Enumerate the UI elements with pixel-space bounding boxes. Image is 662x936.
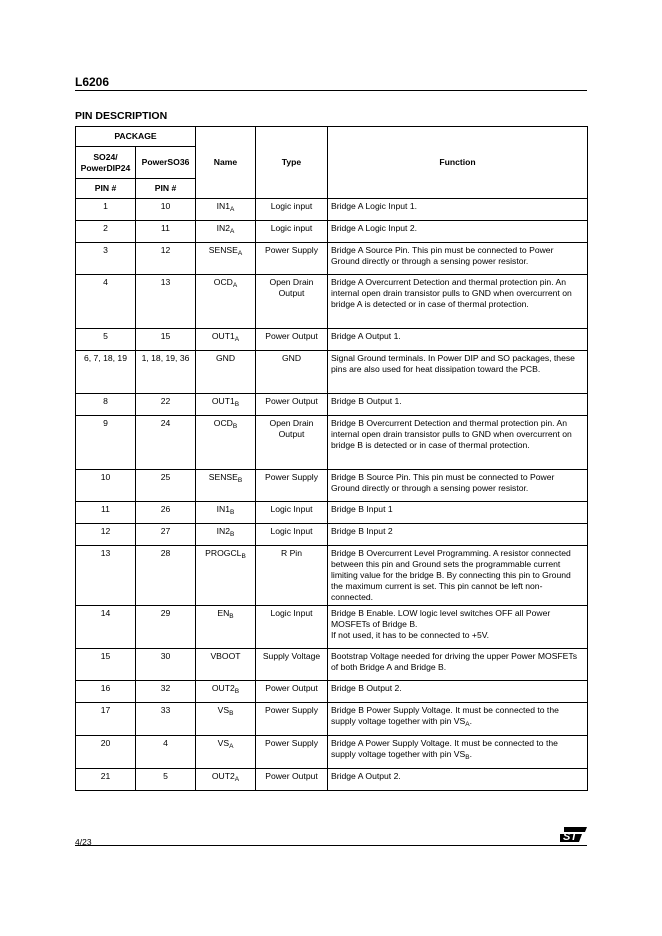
pin-powerso36: 24	[136, 416, 196, 470]
pin-name: $SENSE_B$	[196, 470, 256, 502]
pin-powerso36: 28	[136, 546, 196, 606]
pin-name: $OUT2_A$	[196, 769, 256, 791]
pin-function: Bridge B Input 1	[328, 502, 588, 524]
pin-so24: 12	[76, 524, 136, 546]
pin-so24: 8	[76, 394, 136, 416]
pin-so24: 15	[76, 649, 136, 681]
pin-type: Logic input	[256, 221, 328, 243]
pin-powerso36: 29	[136, 606, 196, 649]
pin-name: $OCD_B$	[196, 416, 256, 470]
section-title: PIN DESCRIPTION	[75, 110, 168, 122]
pin-type: Power Supply	[256, 243, 328, 275]
pin-so24: 10	[76, 470, 136, 502]
table-row	[76, 351, 588, 394]
table-row	[76, 736, 588, 769]
st-logo-icon	[560, 826, 587, 843]
pin-so24: 11	[76, 502, 136, 524]
function-header: Function	[328, 127, 588, 199]
pin-function: Signal Ground terminals. In Power DIP and SO packages, these pins are also used for heat dissipation toward the PCB.	[328, 351, 588, 394]
pin-so24: 13	[76, 546, 136, 606]
pin-function: Bridge A Logic Input 1.	[328, 199, 588, 221]
pin-function: Bridge B Power Supply Voltage. It must be connected to the supply voltage together with pin $VS_A$.	[328, 703, 588, 736]
table-row	[76, 329, 588, 351]
pin-name: $OUT2_B$	[196, 681, 256, 703]
pin-so24: 9	[76, 416, 136, 470]
pin-type: Open Drain Output	[256, 416, 328, 470]
powerso36-header: PowerSO36	[136, 147, 196, 179]
pin-so24: 2	[76, 221, 136, 243]
pin-name: $OCD_A$	[196, 275, 256, 329]
pin-so24: 16	[76, 681, 136, 703]
pin-powerso36: 11	[136, 221, 196, 243]
table-row	[76, 221, 588, 243]
pin-type: Logic input	[256, 199, 328, 221]
pin-powerso36: 27	[136, 524, 196, 546]
pin-function: Bridge B Overcurrent Level Programming. A resistor connected between this pin and Ground sets the programmable current limiting value for the bridge B. By connecting this pin to Ground the maximum current is set. This pin cannot be left non-connected.	[328, 546, 588, 606]
pin-powerso36: 22	[136, 394, 196, 416]
pin-so24: 14	[76, 606, 136, 649]
page-number: 4/23	[75, 837, 92, 847]
pin-function: Bridge A Logic Input 2.	[328, 221, 588, 243]
table-row	[76, 275, 588, 329]
pin-so24: 5	[76, 329, 136, 351]
table-row	[76, 470, 588, 502]
table-row	[76, 703, 588, 736]
pin-type: Power Output	[256, 681, 328, 703]
pin-name: $IN1_B$	[196, 502, 256, 524]
pin-number-header-so24: PIN #	[76, 179, 136, 199]
pin-so24: 20	[76, 736, 136, 769]
pin-type: Power Supply	[256, 736, 328, 769]
type-header: Type	[256, 127, 328, 199]
pin-so24: 4	[76, 275, 136, 329]
pin-powerso36: 13	[136, 275, 196, 329]
pin-function: Bridge B Output 1.	[328, 394, 588, 416]
pin-type: Power Output	[256, 329, 328, 351]
pin-powerso36: 15	[136, 329, 196, 351]
table-row	[76, 416, 588, 470]
pin-name: $IN1_A$	[196, 199, 256, 221]
pin-powerso36: 33	[136, 703, 196, 736]
pin-function: Bridge B Enable. LOW logic level switches OFF all Power MOSFETs of Bridge B. If not used, it has to be connected to +5V.	[328, 606, 588, 649]
pin-function: Bootstrap Voltage needed for driving the upper Power MOSFETs of both Bridge A and Bridge B.	[328, 649, 588, 681]
pin-powerso36: 32	[136, 681, 196, 703]
pin-powerso36: 25	[136, 470, 196, 502]
pin-powerso36: 26	[136, 502, 196, 524]
pin-type: Power Supply	[256, 470, 328, 502]
svg-text:ST: ST	[563, 831, 578, 843]
pin-function: Bridge B Source Pin. This pin must be connected to Power Ground directly or through a sensing power resistor.	[328, 470, 588, 502]
pin-function: Bridge A Output 1.	[328, 329, 588, 351]
pin-type: Logic Input	[256, 524, 328, 546]
table-row	[76, 502, 588, 524]
pin-powerso36: 4	[136, 736, 196, 769]
pin-type: Supply Voltage	[256, 649, 328, 681]
table-row	[76, 243, 588, 275]
pin-type: Power Output	[256, 769, 328, 791]
footer-rule	[75, 845, 587, 846]
pin-so24: 6, 7, 18, 19	[76, 351, 136, 394]
pin-name: $SENSE_A$	[196, 243, 256, 275]
table-row	[76, 606, 588, 649]
pin-name: VBOOT	[196, 649, 256, 681]
pin-powerso36: 5	[136, 769, 196, 791]
pin-type: GND	[256, 351, 328, 394]
pin-type: Power Output	[256, 394, 328, 416]
pin-name: $PROGCL_B$	[196, 546, 256, 606]
pin-function: Bridge B Output 2.	[328, 681, 588, 703]
table-row	[76, 769, 588, 791]
table-row	[76, 681, 588, 703]
pin-powerso36: 1, 18, 19, 36	[136, 351, 196, 394]
pin-type: Logic Input	[256, 502, 328, 524]
table-row	[76, 394, 588, 416]
table-row	[76, 524, 588, 546]
document-title: L6206	[75, 75, 110, 89]
pin-function: Bridge B Overcurrent Detection and thermal protection pin. An internal open drain transistor pulls to GND when overcurrent on bridge B is detected or in case of thermal protection.	[328, 416, 588, 470]
pin-so24: 3	[76, 243, 136, 275]
name-header: Name	[196, 127, 256, 199]
pin-rows	[76, 199, 588, 791]
table-row	[76, 546, 588, 606]
pin-name: $VS_A$	[196, 736, 256, 769]
pin-function: Bridge B Input 2	[328, 524, 588, 546]
table-row	[76, 649, 588, 681]
header-rule	[75, 90, 587, 91]
pin-function: Bridge A Output 2.	[328, 769, 588, 791]
so24-header: SO24/ PowerDIP24	[76, 147, 136, 179]
pin-type: Power Supply	[256, 703, 328, 736]
pin-type: R Pin	[256, 546, 328, 606]
pin-type: Logic Input	[256, 606, 328, 649]
package-header: PACKAGE	[76, 127, 196, 147]
pin-powerso36: 10	[136, 199, 196, 221]
pin-function: Bridge A Power Supply Voltage. It must be connected to the supply voltage together with pin $VS_B$.	[328, 736, 588, 769]
pin-powerso36: 12	[136, 243, 196, 275]
pin-function: Bridge A Overcurrent Detection and thermal protection pin. An internal open drain transistor pulls to GND when overcurrent on bridge A is detected or in case of thermal protection.	[328, 275, 588, 329]
pin-name: $IN2_B$	[196, 524, 256, 546]
pin-description-table	[75, 126, 588, 791]
pin-name: $VS_B$	[196, 703, 256, 736]
pin-name: $EN_B$	[196, 606, 256, 649]
pin-name: $OUT1_B$	[196, 394, 256, 416]
pin-powerso36: 30	[136, 649, 196, 681]
pin-name: GND	[196, 351, 256, 394]
table-row	[76, 199, 588, 221]
pin-name: $OUT1_A$	[196, 329, 256, 351]
pin-number-header-powerso36: PIN #	[136, 179, 196, 199]
pin-so24: 17	[76, 703, 136, 736]
pin-so24: 1	[76, 199, 136, 221]
pin-type: Open Drain Output	[256, 275, 328, 329]
pin-name: $IN2_A$	[196, 221, 256, 243]
pin-function: Bridge A Source Pin. This pin must be connected to Power Ground directly or through a sensing power resistor.	[328, 243, 588, 275]
pin-so24: 21	[76, 769, 136, 791]
